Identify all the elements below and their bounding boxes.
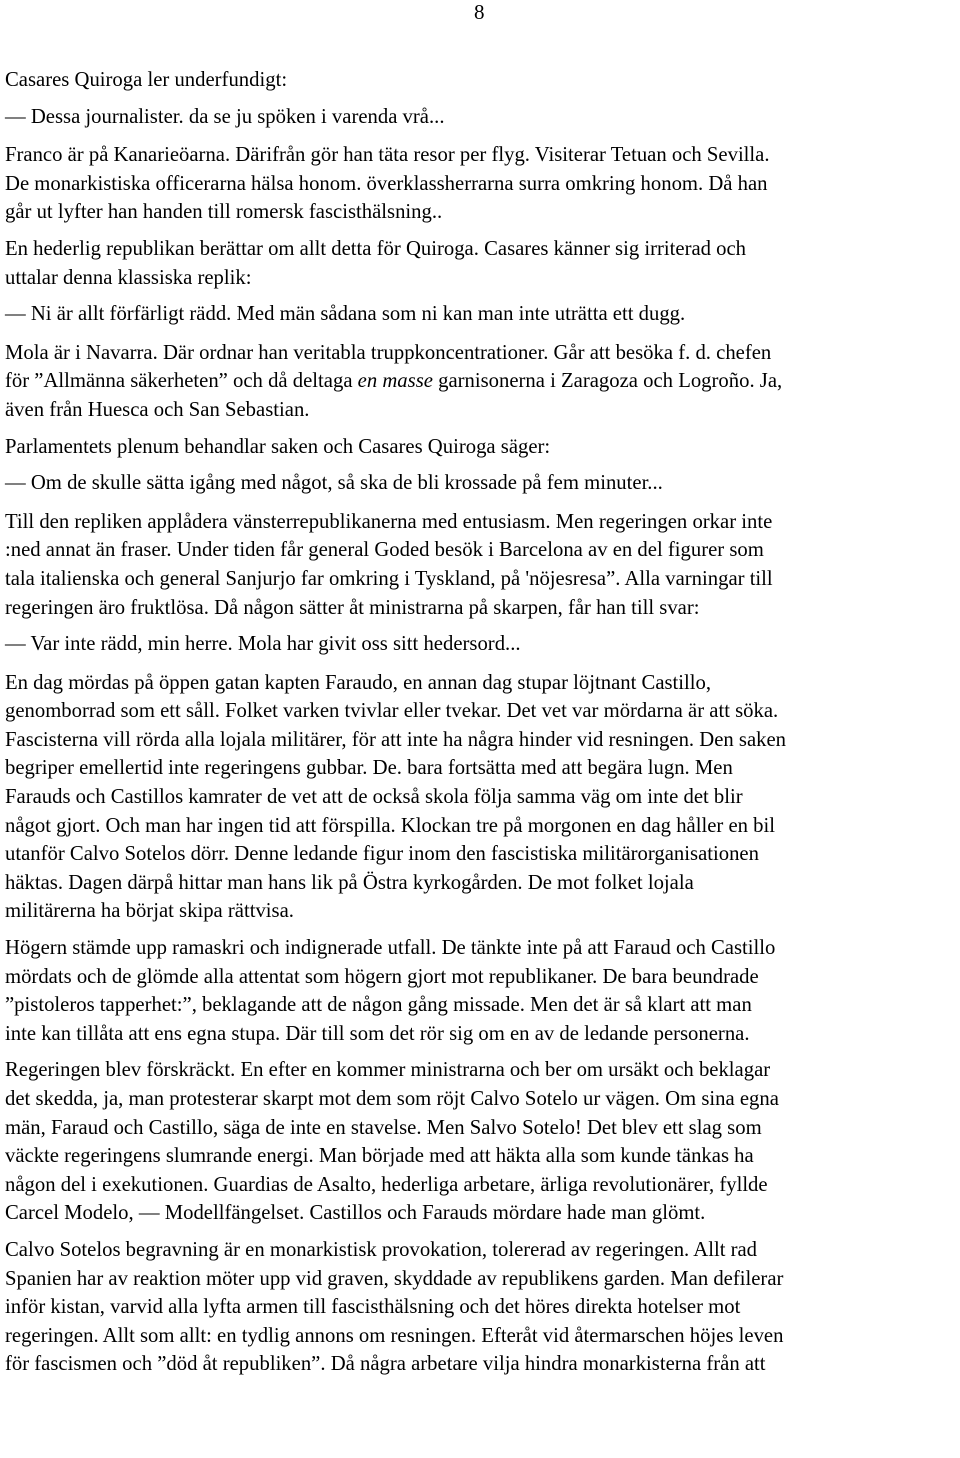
text-line: Farauds och Castillos kamrater de vet att de också skola följa samma väg om inte det blir <box>5 786 743 809</box>
document-body <box>5 66 950 1387</box>
dialogue-line <box>5 300 950 329</box>
text-line: tala italienska och general Sanjurjo far omkring i Tyskland, på 'nöjesresa”. Alla varningar till <box>5 567 773 590</box>
text-line: Franco är på Kanarieöarna. Därifrån gör han täta resor per flyg. Visiterar Tetuan och Sevilla. <box>5 144 770 167</box>
paragraph <box>5 669 950 926</box>
text-line: män, Faraud och Castillo, säga de inte en stavelse. Men Salvo Sotelo! Det blev ett slag som <box>5 1116 762 1139</box>
text-line: Till den repliken applådera vänsterrepublikanerna med entusiasm. Men regeringen orkar inte <box>5 510 773 533</box>
dialogue-line <box>5 469 950 498</box>
paragraph <box>5 66 950 95</box>
text-line: väckte regeringens slumrande energi. Man började med att häkta alla som kunde tänkas ha <box>5 1145 754 1168</box>
dialogue-line <box>5 103 950 132</box>
text-line: går ut lyfter han handen till romersk fascisthälsning.. <box>5 201 443 224</box>
text-line: Spanien har av reaktion möter upp vid graven, skyddade av republikens garden. Man defilerar <box>5 1267 784 1290</box>
text-line: för ”Allmänna säkerheten” och då deltaga en masse garnisonerna i Zaragoza och Logroño. Ja, <box>5 370 783 393</box>
paragraph <box>5 141 950 227</box>
text-line: Högern stämde upp ramaskri och indignerade utfall. De tänkte inte på att Faraud och Castillo <box>5 937 776 960</box>
text-line: — Var inte rädd, min herre. Mola har givit oss sitt hedersord... <box>5 633 521 656</box>
text-line: något gjort. Och man har ingen tid att förspilla. Klockan tre på morgonen en dag håller en bil <box>5 814 776 837</box>
text-line: Regeringen blev förskräckt. En efter en kommer ministrarna och ber om ursäkt och beklagar <box>5 1059 771 1082</box>
text-line: mördats och de glömde alla attentat som högern gjort mot republikaner. De bara beundrade <box>5 965 759 988</box>
text-line: begriper emellertid inte regeringens gubbar. De. bara fortsätta med att begära lugn. Men <box>5 757 733 780</box>
paragraph <box>5 1236 950 1379</box>
text-line: — Ni är allt förfärligt rädd. Med män sådana som ni kan man inte uträtta ett dugg. <box>5 303 686 326</box>
text-line: Mola är i Navarra. Där ordnar han veritabla truppkoncentrationer. Går att besöka f. d. chefen <box>5 341 772 364</box>
text-line: Fascisterna vill rörda alla lojala militärer, för att inte ha några hinder vid resningen. Den saken <box>5 728 786 751</box>
text-line: En dag mördas på öppen gatan kapten Faraudo, en annan dag stupar löjtnant Castillo, <box>5 671 712 694</box>
paragraph <box>5 508 950 622</box>
text-line: utanför Calvo Sotelos dörr. Denne ledande figur inom den fascistiska militärorganisationen <box>5 843 759 866</box>
text-line: ”pistoleros tapperhet:”, beklagande att de någon gång missade. Men det är så klart att man <box>5 994 752 1017</box>
text-line: någon del i exekutionen. Guardias de Asalto, hederliga arbetare, ärliga revolutionärer, fyllde <box>5 1173 768 1196</box>
text-line: Parlamentets plenum behandlar saken och Casares Quiroga säger: <box>5 435 551 458</box>
text-line: för fascismen och ”död åt republiken”. Då några arbetare vilja hindra monarkisterna från att <box>5 1353 766 1376</box>
text-line: militärerna ha börjat skipa rättvisa. <box>5 900 294 923</box>
paragraph <box>5 235 950 292</box>
text-line: Calvo Sotelos begravning är en monarkistisk provokation, tolererad av regeringen. Allt rad <box>5 1238 758 1261</box>
paragraph <box>5 934 950 1048</box>
page-number: 8 <box>474 0 485 24</box>
text-line: Carcel Modelo, — Modellfängelset. Castillos och Farauds mördare hade man glömt. <box>5 1202 706 1225</box>
dialogue-line <box>5 630 950 659</box>
text-line: uttalar denna klassiska replik: <box>5 266 252 289</box>
text-line: — Om de skulle sätta igång med något, så ska de bli krossade på fem minuter... <box>5 472 663 495</box>
text-line: :ned annat än fraser. Under tiden får general Goded besök i Barcelona av en del figurer som <box>5 539 764 562</box>
text-line: genomborrad som ett såll. Folket varken tvivlar eller tvekar. Det vet var mördarna är att söka. <box>5 700 779 723</box>
text-line: inte kan tillåta att ens egna stupa. Där till som det rör sig om en av de ledande personerna. <box>5 1022 750 1045</box>
text-line: — Dessa journalister. da se ju spöken i varenda vrå... <box>5 105 445 128</box>
italic-text: en masse <box>357 370 433 393</box>
text-line: även från Huesca och San Sebastian. <box>5 398 310 421</box>
text-line: det skedda, ja, man protesterar skarpt mot dem som röjt Calvo Sotelo ur vägen. Om sina egna <box>5 1088 779 1110</box>
text-line: regeringen äro fruktlösa. Då någon sätter åt ministrarna på skarpen, får han till svar: <box>5 596 700 619</box>
paragraph <box>5 339 950 425</box>
paragraph <box>5 433 950 462</box>
text-line: häktas. Dagen därpå hittar man hans lik på Östra kyrkogården. De mot folket lojala <box>5 871 694 894</box>
text-line: Casares Quiroga ler underfundigt: <box>5 69 288 91</box>
text-line: De monarkistiska officerarna hälsa honom. överklassherrarna surra omkring honom. Då han <box>5 172 768 195</box>
text-line: inför kistan, varvid alla lyfta armen till fascisthälsning och det höres direkta hotelser mot <box>5 1296 741 1319</box>
text-line: En hederlig republikan berättar om allt detta för Quiroga. Casares känner sig irriterad och <box>5 237 747 260</box>
text-line: regeringen. Allt som allt: en tydlig annons om resningen. Efteråt vid återmarschen höjes leven <box>5 1324 784 1347</box>
paragraph <box>5 1056 950 1228</box>
